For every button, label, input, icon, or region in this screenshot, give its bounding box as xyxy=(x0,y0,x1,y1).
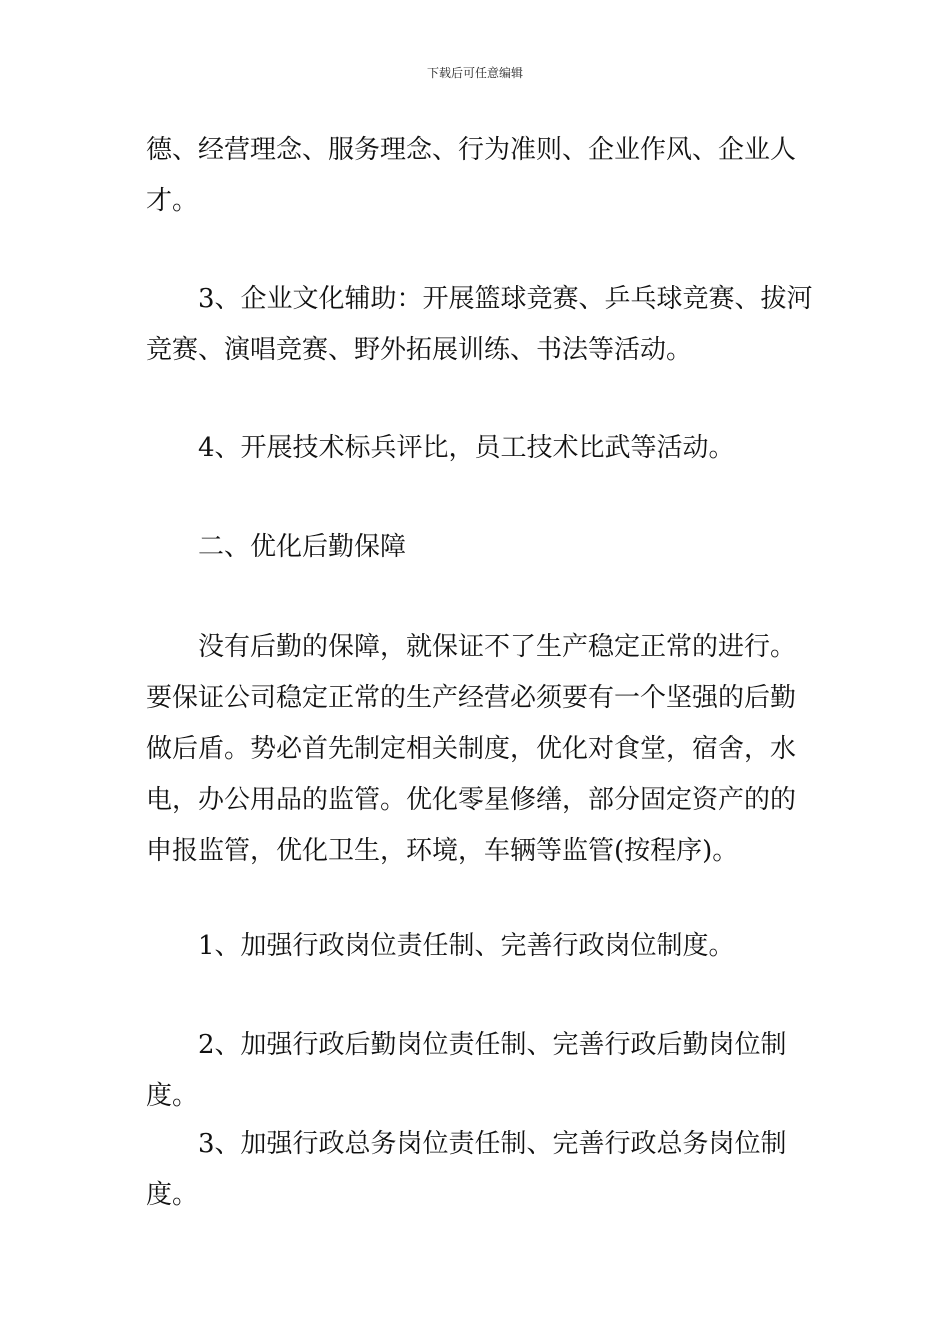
paragraph-item-3-culture: 3、企业文化辅助：开展篮球竞赛、乒乓球竞赛、拔河竞赛、演唱竞赛、野外拓展训练、书法等活动。 xyxy=(146,284,813,365)
paragraph-logistics-body: 没有后勤的保障，就保证不了生产稳定正常的进行。要保证公司稳定正常的生产经营必须要有一个坚强的后勤做后盾。势必首先制定相关制度，优化对食堂，宿舍，水电，办公用品的监管。优化零星修缮，部分固定资产的的申报监管，优化卫生，环境，车辆等监管(按程序)。 xyxy=(146,632,797,866)
paragraph-item-3-general: 3、加强行政总务岗位责任制、完善行政总务岗位制度。 xyxy=(146,1129,787,1210)
paragraph-continuation: 德、经营理念、服务理念、行为准则、企业作风、企业人才。 xyxy=(146,135,797,216)
paragraph-item-4-tech: 4、开展技术标兵评比，员工技术比武等活动。 xyxy=(198,433,735,463)
page-header: 下载后可任意编辑 xyxy=(426,66,523,80)
section-heading-logistics: 二、优化后勤保障 xyxy=(198,532,407,562)
paragraph-item-2-logistics: 2、加强行政后勤岗位责任制、完善行政后勤岗位制度。 xyxy=(146,1030,787,1111)
paragraph-item-1-admin: 1、加强行政岗位责任制、完善行政岗位制度。 xyxy=(198,931,735,961)
